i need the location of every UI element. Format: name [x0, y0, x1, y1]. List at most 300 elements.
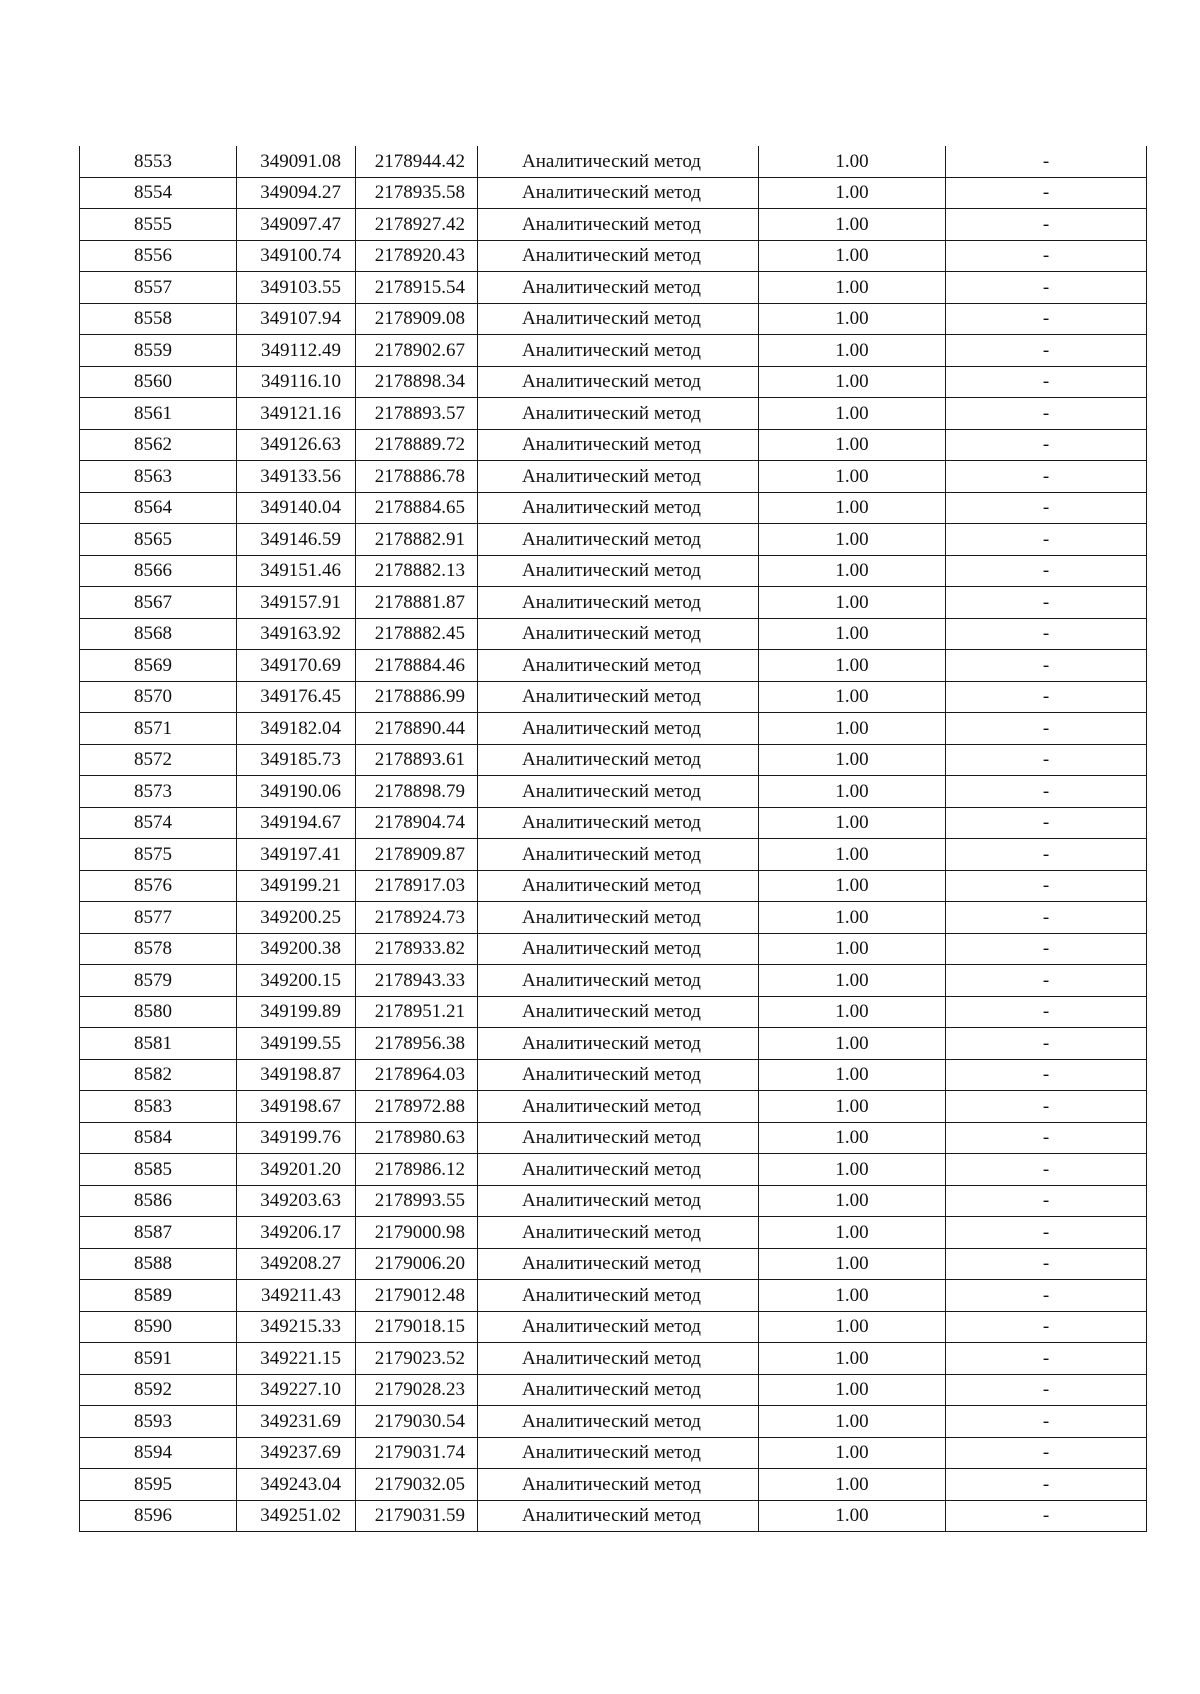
y-coordinate-cell: 2178882.13 — [356, 555, 478, 587]
point-number-cell: 8570 — [80, 681, 237, 713]
table-row — [80, 681, 1147, 713]
note-cell: - — [946, 1217, 1147, 1249]
table-row — [80, 1406, 1147, 1438]
method-cell: Аналитический метод — [478, 398, 759, 430]
note-cell: - — [946, 650, 1147, 682]
accuracy-cell: 1.00 — [759, 681, 946, 713]
point-number-cell: 8590 — [80, 1311, 237, 1343]
x-coordinate-cell: 349121.16 — [237, 398, 356, 430]
point-number-cell: 8579 — [80, 965, 237, 997]
accuracy-cell: 1.00 — [759, 1500, 946, 1532]
y-coordinate-cell: 2178889.72 — [356, 429, 478, 461]
x-coordinate-cell: 349211.43 — [237, 1280, 356, 1312]
y-coordinate-cell: 2178920.43 — [356, 240, 478, 272]
accuracy-cell: 1.00 — [759, 807, 946, 839]
y-coordinate-cell: 2178886.78 — [356, 461, 478, 493]
x-coordinate-cell: 349190.06 — [237, 776, 356, 808]
method-cell: Аналитический метод — [478, 965, 759, 997]
accuracy-cell: 1.00 — [759, 366, 946, 398]
y-coordinate-cell: 2178935.58 — [356, 177, 478, 209]
point-number-cell: 8557 — [80, 272, 237, 304]
accuracy-cell: 1.00 — [759, 650, 946, 682]
point-number-cell: 8567 — [80, 587, 237, 619]
table-row — [80, 366, 1147, 398]
point-number-cell: 8572 — [80, 744, 237, 776]
method-cell: Аналитический метод — [478, 492, 759, 524]
method-cell: Аналитический метод — [478, 1185, 759, 1217]
y-coordinate-cell: 2178964.03 — [356, 1059, 478, 1091]
note-cell: - — [946, 335, 1147, 367]
accuracy-cell: 1.00 — [759, 1122, 946, 1154]
method-cell: Аналитический метод — [478, 429, 759, 461]
x-coordinate-cell: 349199.76 — [237, 1122, 356, 1154]
method-cell: Аналитический метод — [478, 1217, 759, 1249]
table-row — [80, 240, 1147, 272]
method-cell: Аналитический метод — [478, 587, 759, 619]
accuracy-cell: 1.00 — [759, 335, 946, 367]
note-cell: - — [946, 933, 1147, 965]
method-cell: Аналитический метод — [478, 1343, 759, 1375]
y-coordinate-cell: 2179006.20 — [356, 1248, 478, 1280]
table-row — [80, 744, 1147, 776]
table-row — [80, 492, 1147, 524]
x-coordinate-cell: 349200.15 — [237, 965, 356, 997]
point-number-cell: 8587 — [80, 1217, 237, 1249]
table-row — [80, 209, 1147, 241]
note-cell: - — [946, 1311, 1147, 1343]
note-cell: - — [946, 1374, 1147, 1406]
method-cell: Аналитический метод — [478, 1374, 759, 1406]
y-coordinate-cell: 2178933.82 — [356, 933, 478, 965]
accuracy-cell: 1.00 — [759, 587, 946, 619]
y-coordinate-cell: 2178986.12 — [356, 1154, 478, 1186]
y-coordinate-cell: 2178956.38 — [356, 1028, 478, 1060]
y-coordinate-cell: 2178884.46 — [356, 650, 478, 682]
table-row — [80, 1469, 1147, 1501]
note-cell: - — [946, 618, 1147, 650]
table-row — [80, 839, 1147, 871]
x-coordinate-cell: 349215.33 — [237, 1311, 356, 1343]
table-row — [80, 1185, 1147, 1217]
accuracy-cell: 1.00 — [759, 209, 946, 241]
y-coordinate-cell: 2178882.91 — [356, 524, 478, 556]
x-coordinate-cell: 349170.69 — [237, 650, 356, 682]
x-coordinate-cell: 349107.94 — [237, 303, 356, 335]
x-coordinate-cell: 349126.63 — [237, 429, 356, 461]
y-coordinate-cell: 2178980.63 — [356, 1122, 478, 1154]
table-row — [80, 618, 1147, 650]
method-cell: Аналитический метод — [478, 335, 759, 367]
x-coordinate-cell: 349157.91 — [237, 587, 356, 619]
x-coordinate-cell: 349201.20 — [237, 1154, 356, 1186]
note-cell: - — [946, 839, 1147, 871]
point-number-cell: 8564 — [80, 492, 237, 524]
note-cell: - — [946, 177, 1147, 209]
point-number-cell: 8578 — [80, 933, 237, 965]
table-row — [80, 1217, 1147, 1249]
table-row — [80, 587, 1147, 619]
method-cell: Аналитический метод — [478, 839, 759, 871]
y-coordinate-cell: 2178890.44 — [356, 713, 478, 745]
method-cell: Аналитический метод — [478, 366, 759, 398]
x-coordinate-cell: 349227.10 — [237, 1374, 356, 1406]
x-coordinate-cell: 349097.47 — [237, 209, 356, 241]
note-cell: - — [946, 555, 1147, 587]
y-coordinate-cell: 2178893.61 — [356, 744, 478, 776]
y-coordinate-cell: 2179023.52 — [356, 1343, 478, 1375]
method-cell: Аналитический метод — [478, 272, 759, 304]
table-row — [80, 1248, 1147, 1280]
table-row — [80, 965, 1147, 997]
table-row — [80, 1311, 1147, 1343]
y-coordinate-cell: 2178902.67 — [356, 335, 478, 367]
method-cell: Аналитический метод — [478, 146, 759, 177]
point-number-cell: 8554 — [80, 177, 237, 209]
note-cell: - — [946, 870, 1147, 902]
method-cell: Аналитический метод — [478, 1091, 759, 1123]
note-cell: - — [946, 1280, 1147, 1312]
coordinates-table-body — [80, 146, 1147, 1532]
point-number-cell: 8584 — [80, 1122, 237, 1154]
x-coordinate-cell: 349203.63 — [237, 1185, 356, 1217]
accuracy-cell: 1.00 — [759, 146, 946, 177]
note-cell: - — [946, 366, 1147, 398]
accuracy-cell: 1.00 — [759, 870, 946, 902]
x-coordinate-cell: 349197.41 — [237, 839, 356, 871]
table-row — [80, 1091, 1147, 1123]
x-coordinate-cell: 349182.04 — [237, 713, 356, 745]
y-coordinate-cell: 2178917.03 — [356, 870, 478, 902]
accuracy-cell: 1.00 — [759, 524, 946, 556]
method-cell: Аналитический метод — [478, 1437, 759, 1469]
note-cell: - — [946, 429, 1147, 461]
x-coordinate-cell: 349151.46 — [237, 555, 356, 587]
x-coordinate-cell: 349103.55 — [237, 272, 356, 304]
point-number-cell: 8596 — [80, 1500, 237, 1532]
point-number-cell: 8586 — [80, 1185, 237, 1217]
accuracy-cell: 1.00 — [759, 1217, 946, 1249]
y-coordinate-cell: 2178882.45 — [356, 618, 478, 650]
note-cell: - — [946, 996, 1147, 1028]
note-cell: - — [946, 1500, 1147, 1532]
y-coordinate-cell: 2178909.08 — [356, 303, 478, 335]
accuracy-cell: 1.00 — [759, 1059, 946, 1091]
y-coordinate-cell: 2178904.74 — [356, 807, 478, 839]
x-coordinate-cell: 349251.02 — [237, 1500, 356, 1532]
method-cell: Аналитический метод — [478, 744, 759, 776]
y-coordinate-cell: 2178924.73 — [356, 902, 478, 934]
y-coordinate-cell: 2178915.54 — [356, 272, 478, 304]
x-coordinate-cell: 349091.08 — [237, 146, 356, 177]
point-number-cell: 8566 — [80, 555, 237, 587]
table-row — [80, 807, 1147, 839]
accuracy-cell: 1.00 — [759, 429, 946, 461]
note-cell: - — [946, 1154, 1147, 1186]
method-cell: Аналитический метод — [478, 524, 759, 556]
point-number-cell: 8575 — [80, 839, 237, 871]
note-cell: - — [946, 1028, 1147, 1060]
table-row — [80, 524, 1147, 556]
table-row — [80, 1122, 1147, 1154]
note-cell: - — [946, 1185, 1147, 1217]
point-number-cell: 8593 — [80, 1406, 237, 1438]
note-cell: - — [946, 681, 1147, 713]
table-row — [80, 996, 1147, 1028]
table-row — [80, 1437, 1147, 1469]
note-cell: - — [946, 209, 1147, 241]
point-number-cell: 8563 — [80, 461, 237, 493]
method-cell: Аналитический метод — [478, 1059, 759, 1091]
y-coordinate-cell: 2178898.34 — [356, 366, 478, 398]
y-coordinate-cell: 2179031.74 — [356, 1437, 478, 1469]
method-cell: Аналитический метод — [478, 177, 759, 209]
accuracy-cell: 1.00 — [759, 398, 946, 430]
table-row — [80, 177, 1147, 209]
x-coordinate-cell: 349194.67 — [237, 807, 356, 839]
point-number-cell: 8559 — [80, 335, 237, 367]
note-cell: - — [946, 146, 1147, 177]
point-number-cell: 8553 — [80, 146, 237, 177]
x-coordinate-cell: 349112.49 — [237, 335, 356, 367]
method-cell: Аналитический метод — [478, 1469, 759, 1501]
x-coordinate-cell: 349200.25 — [237, 902, 356, 934]
accuracy-cell: 1.00 — [759, 776, 946, 808]
table-row — [80, 870, 1147, 902]
accuracy-cell: 1.00 — [759, 1091, 946, 1123]
point-number-cell: 8591 — [80, 1343, 237, 1375]
y-coordinate-cell: 2178951.21 — [356, 996, 478, 1028]
y-coordinate-cell: 2179000.98 — [356, 1217, 478, 1249]
point-number-cell: 8583 — [80, 1091, 237, 1123]
method-cell: Аналитический метод — [478, 807, 759, 839]
point-number-cell: 8562 — [80, 429, 237, 461]
method-cell: Аналитический метод — [478, 1406, 759, 1438]
y-coordinate-cell: 2179030.54 — [356, 1406, 478, 1438]
method-cell: Аналитический метод — [478, 713, 759, 745]
table-row — [80, 335, 1147, 367]
table-row — [80, 303, 1147, 335]
note-cell: - — [946, 1406, 1147, 1438]
x-coordinate-cell: 349208.27 — [237, 1248, 356, 1280]
note-cell: - — [946, 1059, 1147, 1091]
method-cell: Аналитический метод — [478, 1122, 759, 1154]
note-cell: - — [946, 965, 1147, 997]
method-cell: Аналитический метод — [478, 1500, 759, 1532]
y-coordinate-cell: 2178944.42 — [356, 146, 478, 177]
method-cell: Аналитический метод — [478, 650, 759, 682]
x-coordinate-cell: 349185.73 — [237, 744, 356, 776]
accuracy-cell: 1.00 — [759, 618, 946, 650]
method-cell: Аналитический метод — [478, 870, 759, 902]
accuracy-cell: 1.00 — [759, 933, 946, 965]
note-cell: - — [946, 587, 1147, 619]
point-number-cell: 8556 — [80, 240, 237, 272]
y-coordinate-cell: 2178884.65 — [356, 492, 478, 524]
accuracy-cell: 1.00 — [759, 713, 946, 745]
point-number-cell: 8592 — [80, 1374, 237, 1406]
x-coordinate-cell: 349199.89 — [237, 996, 356, 1028]
note-cell: - — [946, 902, 1147, 934]
point-number-cell: 8574 — [80, 807, 237, 839]
table-row — [80, 1280, 1147, 1312]
method-cell: Аналитический метод — [478, 555, 759, 587]
note-cell: - — [946, 807, 1147, 839]
table-row — [80, 713, 1147, 745]
point-number-cell: 8571 — [80, 713, 237, 745]
method-cell: Аналитический метод — [478, 618, 759, 650]
x-coordinate-cell: 349198.67 — [237, 1091, 356, 1123]
note-cell: - — [946, 492, 1147, 524]
x-coordinate-cell: 349243.04 — [237, 1469, 356, 1501]
x-coordinate-cell: 349094.27 — [237, 177, 356, 209]
y-coordinate-cell: 2179028.23 — [356, 1374, 478, 1406]
method-cell: Аналитический метод — [478, 461, 759, 493]
x-coordinate-cell: 349163.92 — [237, 618, 356, 650]
accuracy-cell: 1.00 — [759, 272, 946, 304]
method-cell: Аналитический метод — [478, 681, 759, 713]
accuracy-cell: 1.00 — [759, 1185, 946, 1217]
y-coordinate-cell: 2178993.55 — [356, 1185, 478, 1217]
x-coordinate-cell: 349221.15 — [237, 1343, 356, 1375]
x-coordinate-cell: 349198.87 — [237, 1059, 356, 1091]
note-cell: - — [946, 1091, 1147, 1123]
note-cell: - — [946, 272, 1147, 304]
note-cell: - — [946, 1122, 1147, 1154]
y-coordinate-cell: 2179032.05 — [356, 1469, 478, 1501]
point-number-cell: 8569 — [80, 650, 237, 682]
y-coordinate-cell: 2178927.42 — [356, 209, 478, 241]
x-coordinate-cell: 349200.38 — [237, 933, 356, 965]
accuracy-cell: 1.00 — [759, 461, 946, 493]
method-cell: Аналитический метод — [478, 776, 759, 808]
x-coordinate-cell: 349231.69 — [237, 1406, 356, 1438]
point-number-cell: 8565 — [80, 524, 237, 556]
method-cell: Аналитический метод — [478, 209, 759, 241]
x-coordinate-cell: 349133.56 — [237, 461, 356, 493]
method-cell: Аналитический метод — [478, 1028, 759, 1060]
point-number-cell: 8560 — [80, 366, 237, 398]
table-row — [80, 776, 1147, 808]
y-coordinate-cell: 2178898.79 — [356, 776, 478, 808]
accuracy-cell: 1.00 — [759, 744, 946, 776]
table-row — [80, 429, 1147, 461]
note-cell: - — [946, 1437, 1147, 1469]
accuracy-cell: 1.00 — [759, 965, 946, 997]
table-row — [80, 555, 1147, 587]
note-cell: - — [946, 1248, 1147, 1280]
note-cell: - — [946, 776, 1147, 808]
point-number-cell: 8595 — [80, 1469, 237, 1501]
x-coordinate-cell: 349206.17 — [237, 1217, 356, 1249]
coordinates-table — [79, 146, 1147, 1532]
table-row — [80, 398, 1147, 430]
point-number-cell: 8573 — [80, 776, 237, 808]
x-coordinate-cell: 349176.45 — [237, 681, 356, 713]
table-row — [80, 461, 1147, 493]
point-number-cell: 8588 — [80, 1248, 237, 1280]
note-cell: - — [946, 713, 1147, 745]
y-coordinate-cell: 2178909.87 — [356, 839, 478, 871]
table-row — [80, 1059, 1147, 1091]
table-row — [80, 1154, 1147, 1186]
x-coordinate-cell: 349140.04 — [237, 492, 356, 524]
accuracy-cell: 1.00 — [759, 1437, 946, 1469]
accuracy-cell: 1.00 — [759, 1469, 946, 1501]
point-number-cell: 8580 — [80, 996, 237, 1028]
point-number-cell: 8576 — [80, 870, 237, 902]
accuracy-cell: 1.00 — [759, 555, 946, 587]
accuracy-cell: 1.00 — [759, 1343, 946, 1375]
method-cell: Аналитический метод — [478, 1311, 759, 1343]
method-cell: Аналитический метод — [478, 1154, 759, 1186]
table-row — [80, 272, 1147, 304]
x-coordinate-cell: 349199.21 — [237, 870, 356, 902]
point-number-cell: 8568 — [80, 618, 237, 650]
point-number-cell: 8581 — [80, 1028, 237, 1060]
accuracy-cell: 1.00 — [759, 1028, 946, 1060]
accuracy-cell: 1.00 — [759, 902, 946, 934]
accuracy-cell: 1.00 — [759, 1280, 946, 1312]
method-cell: Аналитический метод — [478, 1248, 759, 1280]
note-cell: - — [946, 303, 1147, 335]
method-cell: Аналитический метод — [478, 240, 759, 272]
accuracy-cell: 1.00 — [759, 1154, 946, 1186]
table-row — [80, 650, 1147, 682]
point-number-cell: 8585 — [80, 1154, 237, 1186]
table-row — [80, 1374, 1147, 1406]
x-coordinate-cell: 349146.59 — [237, 524, 356, 556]
y-coordinate-cell: 2178893.57 — [356, 398, 478, 430]
method-cell: Аналитический метод — [478, 933, 759, 965]
point-number-cell: 8582 — [80, 1059, 237, 1091]
point-number-cell: 8589 — [80, 1280, 237, 1312]
point-number-cell: 8594 — [80, 1437, 237, 1469]
table-row — [80, 1343, 1147, 1375]
accuracy-cell: 1.00 — [759, 839, 946, 871]
accuracy-cell: 1.00 — [759, 1248, 946, 1280]
x-coordinate-cell: 349199.55 — [237, 1028, 356, 1060]
table-row — [80, 1500, 1147, 1532]
method-cell: Аналитический метод — [478, 902, 759, 934]
method-cell: Аналитический метод — [478, 1280, 759, 1312]
note-cell: - — [946, 524, 1147, 556]
table-row — [80, 1028, 1147, 1060]
y-coordinate-cell: 2179018.15 — [356, 1311, 478, 1343]
point-number-cell: 8561 — [80, 398, 237, 430]
accuracy-cell: 1.00 — [759, 177, 946, 209]
note-cell: - — [946, 398, 1147, 430]
accuracy-cell: 1.00 — [759, 240, 946, 272]
y-coordinate-cell: 2179031.59 — [356, 1500, 478, 1532]
accuracy-cell: 1.00 — [759, 492, 946, 524]
note-cell: - — [946, 1343, 1147, 1375]
x-coordinate-cell: 349100.74 — [237, 240, 356, 272]
note-cell: - — [946, 744, 1147, 776]
note-cell: - — [946, 240, 1147, 272]
y-coordinate-cell: 2178881.87 — [356, 587, 478, 619]
method-cell: Аналитический метод — [478, 996, 759, 1028]
y-coordinate-cell: 2179012.48 — [356, 1280, 478, 1312]
accuracy-cell: 1.00 — [759, 1406, 946, 1438]
table-row — [80, 146, 1147, 177]
table-row — [80, 933, 1147, 965]
y-coordinate-cell: 2178943.33 — [356, 965, 478, 997]
y-coordinate-cell: 2178886.99 — [356, 681, 478, 713]
note-cell: - — [946, 1469, 1147, 1501]
note-cell: - — [946, 461, 1147, 493]
point-number-cell: 8577 — [80, 902, 237, 934]
point-number-cell: 8555 — [80, 209, 237, 241]
